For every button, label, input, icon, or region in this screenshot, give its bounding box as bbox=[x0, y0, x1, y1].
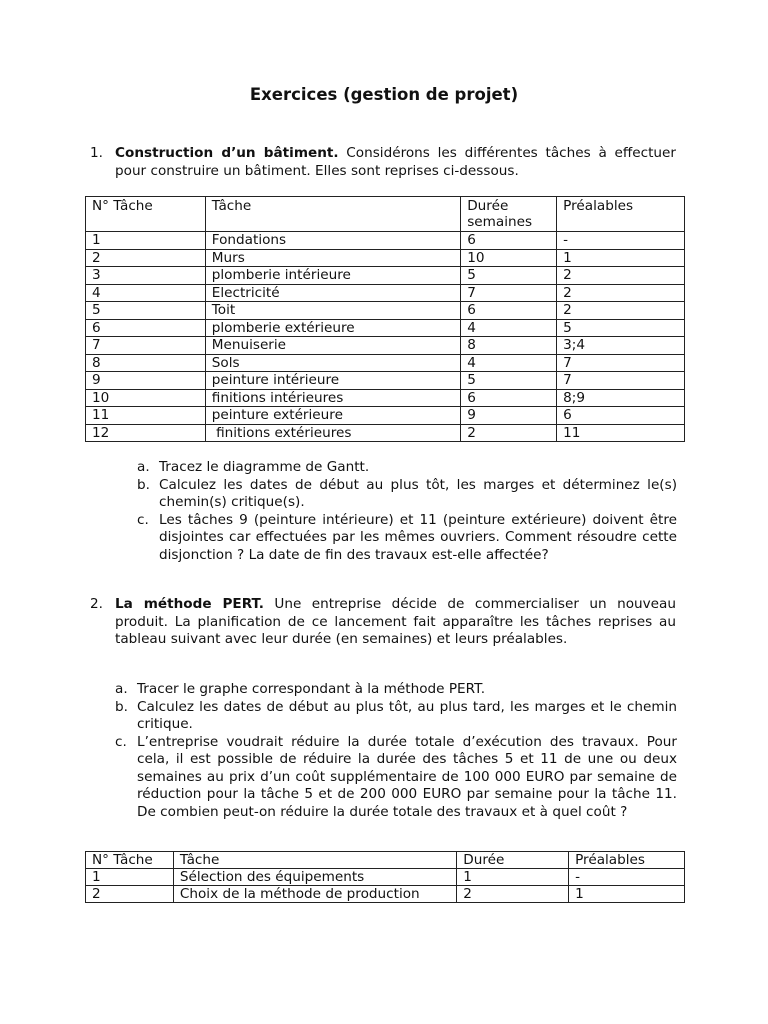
table-row bbox=[86, 372, 685, 390]
table-cell: - bbox=[557, 232, 685, 250]
question-text: Tracez le diagramme de Gantt. bbox=[159, 459, 370, 475]
table-cell: 2 bbox=[86, 886, 174, 903]
table-row bbox=[86, 284, 685, 302]
table-cell: 9 bbox=[461, 407, 557, 425]
question-letter: c. bbox=[115, 733, 127, 750]
question-letter: c. bbox=[137, 511, 149, 528]
question-item bbox=[137, 512, 677, 565]
table-row bbox=[86, 869, 685, 886]
table-cell: 7 bbox=[86, 337, 206, 355]
table-cell: 2 bbox=[557, 284, 685, 302]
exercise-intro-text: Une entreprise décide de commercialiser un nouveau produit. La planification de ce lancement fait apparaître les tâches reprises au tableau suivant avec leur durée (en semaines) et leurs préalables. bbox=[115, 596, 676, 647]
header-cell: Préalables bbox=[569, 852, 685, 869]
question-text: Les tâches 9 (peinture intérieure) et 11 (peinture extérieure) doivent être disjointes car effectuées par les mêmes ouvriers. Comment résoudre cette disjonction ? La date de fin des travaux est-elle affectée? bbox=[159, 511, 677, 563]
header-cell: Durée bbox=[457, 852, 569, 869]
table-cell: 4 bbox=[461, 354, 557, 372]
table-cell: 4 bbox=[86, 284, 206, 302]
task-table-1 bbox=[85, 196, 685, 442]
question-text: Tracer le graphe correspondant à la méthode PERT. bbox=[137, 681, 486, 697]
exercise-2 bbox=[90, 596, 676, 649]
table-row bbox=[86, 354, 685, 372]
table-cell: finitions intérieures bbox=[205, 389, 460, 407]
table-cell: 3 bbox=[86, 267, 206, 285]
table-cell: Murs bbox=[205, 249, 460, 267]
table-cell: 8 bbox=[86, 354, 206, 372]
table-cell: 12 bbox=[86, 424, 206, 442]
table-cell: plomberie extérieure bbox=[205, 319, 460, 337]
question-letter: b. bbox=[137, 476, 150, 493]
exercise-intro bbox=[115, 596, 676, 649]
table-cell: 7 bbox=[461, 284, 557, 302]
page-title: Exercices (gestion de projet) bbox=[249, 85, 519, 104]
table-cell: 10 bbox=[461, 249, 557, 267]
table-cell: Menuiserie bbox=[205, 337, 460, 355]
exercise-intro bbox=[115, 145, 676, 180]
table-cell: 8;9 bbox=[557, 389, 685, 407]
table-header-row bbox=[86, 197, 685, 232]
table-cell: 6 bbox=[86, 319, 206, 337]
exercise-1-questions bbox=[137, 459, 677, 564]
table-cell: 5 bbox=[557, 319, 685, 337]
table-cell: 1 bbox=[86, 869, 174, 886]
table-cell: Sélection des équipements bbox=[173, 869, 456, 886]
table-cell: 7 bbox=[557, 372, 685, 390]
table-cell: 1 bbox=[569, 886, 685, 903]
question-item bbox=[137, 477, 677, 512]
table-row bbox=[86, 267, 685, 285]
table-cell: 5 bbox=[461, 267, 557, 285]
exercise-intro-text: Considérons les différentes tâches à effectuer pour construire un bâtiment. Elles sont reprises ci-dessous. bbox=[115, 145, 676, 179]
table-cell: 2 bbox=[86, 249, 206, 267]
header-cell: Tâche bbox=[173, 852, 456, 869]
question-text: L’entreprise voudrait réduire la durée totale d’exécution des travaux. Pour cela, il est possible de réduire la durée des tâches 5 et 11 de une ou deux semaines au prix d’un coût supplémentaire de 100 000 EURO par semaine de réduction pour la tâche 5 et de 200 000 EURO par semaine pour la tâche 11. De combien peut-on réduire la durée totale des travaux et à quel coût ? bbox=[137, 733, 677, 820]
table-cell: finitions extérieures bbox=[205, 424, 460, 442]
table-row bbox=[86, 232, 685, 250]
table-cell: Electricité bbox=[205, 284, 460, 302]
table-row bbox=[86, 302, 685, 320]
question-item bbox=[115, 699, 677, 734]
header-cell: N° Tâche bbox=[86, 852, 174, 869]
exercise-number: 1. bbox=[90, 145, 103, 161]
exercise-heading: La méthode PERT. bbox=[115, 596, 264, 612]
table-cell: Toit bbox=[205, 302, 460, 320]
table-cell: 3;4 bbox=[557, 337, 685, 355]
question-letter: b. bbox=[115, 698, 128, 715]
exercise-heading: Construction d’un bâtiment. bbox=[115, 145, 339, 161]
question-letter: a. bbox=[137, 459, 150, 475]
table-cell: 4 bbox=[461, 319, 557, 337]
question-text: Calculez les dates de début au plus tôt, les marges et déterminez le(s) chemin(s) critique(s). bbox=[159, 476, 677, 510]
table-cell: 2 bbox=[457, 886, 569, 903]
table-cell: 9 bbox=[86, 372, 206, 390]
table-cell: 6 bbox=[461, 232, 557, 250]
table-row bbox=[86, 424, 685, 442]
table-cell: 2 bbox=[557, 302, 685, 320]
task-table-2 bbox=[85, 851, 685, 903]
table-cell: Fondations bbox=[205, 232, 460, 250]
table-row bbox=[86, 407, 685, 425]
table-cell: 11 bbox=[557, 424, 685, 442]
table-cell: 10 bbox=[86, 389, 206, 407]
question-item bbox=[115, 681, 677, 699]
header-cell: Préalables bbox=[557, 197, 685, 232]
exercise-2-questions bbox=[115, 681, 677, 821]
header-cell: N° Tâche bbox=[86, 197, 206, 232]
table-row bbox=[86, 337, 685, 355]
table-cell: 6 bbox=[461, 389, 557, 407]
table-cell: 1 bbox=[557, 249, 685, 267]
header-cell: Durée semaines bbox=[461, 197, 557, 232]
table-cell: 7 bbox=[557, 354, 685, 372]
question-item bbox=[115, 734, 677, 822]
exercise-number: 2. bbox=[90, 596, 103, 612]
table-row bbox=[86, 886, 685, 903]
table-cell: 2 bbox=[557, 267, 685, 285]
question-item bbox=[137, 459, 677, 477]
table-header-row bbox=[86, 852, 685, 869]
table-cell: peinture extérieure bbox=[205, 407, 460, 425]
question-letter: a. bbox=[115, 681, 128, 697]
table-cell: 2 bbox=[461, 424, 557, 442]
header-cell: Tâche bbox=[205, 197, 460, 232]
question-text: Calculez les dates de début au plus tôt, au plus tard, les marges et le chemin critique. bbox=[137, 698, 677, 732]
table-cell: 11 bbox=[86, 407, 206, 425]
table-cell: Choix de la méthode de production bbox=[173, 886, 456, 903]
table-row bbox=[86, 389, 685, 407]
table-cell: 5 bbox=[461, 372, 557, 390]
table-row bbox=[86, 249, 685, 267]
table-cell: plomberie intérieure bbox=[205, 267, 460, 285]
table-cell: - bbox=[569, 869, 685, 886]
table-cell: peinture intérieure bbox=[205, 372, 460, 390]
table-cell: 5 bbox=[86, 302, 206, 320]
table-cell: 8 bbox=[461, 337, 557, 355]
table-cell: 1 bbox=[86, 232, 206, 250]
table-cell: 1 bbox=[457, 869, 569, 886]
table-row bbox=[86, 319, 685, 337]
exercise-1 bbox=[90, 145, 676, 180]
table-cell: 6 bbox=[557, 407, 685, 425]
table-cell: 6 bbox=[461, 302, 557, 320]
table-cell: Sols bbox=[205, 354, 460, 372]
